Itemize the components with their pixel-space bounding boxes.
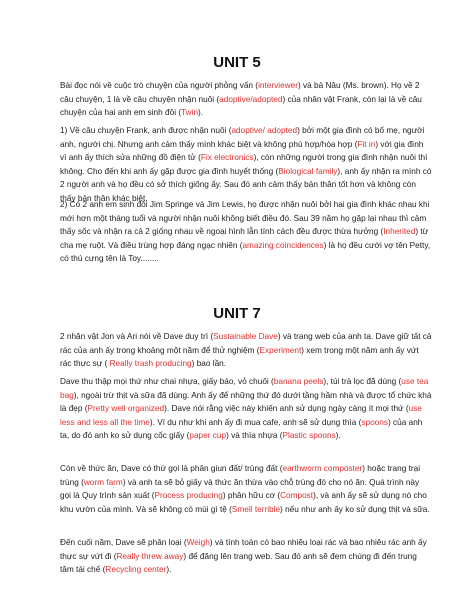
text-run: ), còn những người trong gia đình nhận nuôi thì không. Cho đến khi anh ấy gặp được gia đình huyết thống (: [60, 153, 428, 176]
vocab-highlight: earthworm composter: [282, 464, 363, 473]
unit-7-paragraph-2: [60, 375, 432, 443]
unit-5-title: UNIT 5: [213, 54, 261, 71]
text-run: 1) Về câu chuyện Frank, anh được nhận nuôi (: [60, 126, 232, 135]
vocab-highlight: Really threw away: [116, 551, 184, 561]
vocab-highlight: worm farm: [83, 477, 123, 487]
text-run: ) để đăng lên trang web. Sau đó anh sẽ đem chúng đi đến trung tâm tái chế (: [60, 551, 417, 574]
vocab-highlight: Biological family: [278, 166, 338, 176]
text-run: ) và bà Nâu (Ms. brown). Họ về 2 câu chuyện, 1 là về câu chuyện nhận nuôi (: [60, 81, 420, 104]
text-run: ). Ví dụ như khi anh ấy đi mua cafe, anh sẽ sử dụng thìa (: [149, 417, 362, 427]
vocab-highlight: interviewer: [258, 81, 298, 90]
text-run: ) xem trong một năm anh ấy vứt rác thực sự (: [60, 345, 419, 368]
text-run: ) từ cha mẹ ruột. Và điều trùng hợp đáng ngạc nhiên (: [60, 227, 429, 250]
text-run: ), anh ấy nhận ra mình có 2 người anh và họ đều có sở thích giống ấy. Sau đó anh cảm thấy bản thân tốt hơn và không còn thấy bản thân khác biệt.: [60, 166, 432, 203]
vocab-highlight: Smell terrible: [231, 504, 281, 514]
unit-7-paragraph-3: [60, 462, 432, 516]
text-run: 2 nhân vật Jon và Ari nói về Dave duy trì (: [60, 332, 214, 341]
text-run: ), ngoài trừ thịt và sữa đã dùng. Anh ấy để những thứ đó dưới tầng hầm nhà và được tổ chức khá là đẹp (: [60, 390, 432, 413]
unit-7-paragraph-1: [60, 330, 432, 371]
vocab-highlight: Really trash producing: [109, 359, 192, 368]
vocab-highlight: Process producing: [154, 491, 223, 500]
text-run: ) của nhân vật Frank, còn lại là về câu chuyện của hai anh em sinh đôi (: [60, 94, 422, 117]
vocab-highlight: Recycling center: [105, 565, 167, 574]
text-run: 2) Có 2 anh em sinh đôi Jim Springe và Jim Lewis, họ được nhận nuôi bởi hai gia đình khác nhau khi mới hơn một tháng tuổi và người nhận nuôi không biết điều đó. Sau 39 năm họ gặp lại nhau thì cảm thấy sốc và nhận ra cả 2 giống nhau về ngoại hình lẫn tính cách đều được thừa hưởng (: [60, 200, 430, 236]
vocab-highlight: Fix electronics: [200, 153, 254, 162]
vocab-highlight: adoptive/adopted: [219, 94, 283, 104]
text-run: ) và thìa nhựa (: [226, 431, 283, 440]
vocab-highlight: Plastic spoons: [282, 431, 336, 440]
vocab-highlight: Twin: [181, 108, 199, 117]
vocab-highlight: spoons: [361, 417, 388, 427]
unit-5-paragraph-2: [60, 124, 432, 205]
text-run: ). Dave nói rằng việc này khiến anh sử dụng ngày càng ít mọi thứ (: [164, 404, 409, 413]
unit-5-paragraph-1: [60, 79, 432, 120]
unit-5-paragraph-3: [60, 198, 432, 266]
vocab-highlight: banana peels: [273, 377, 324, 386]
vocab-highlight: Inherited: [383, 227, 416, 236]
text-run: ) và trang web của anh ta. Dave giữ tất cả rác của anh ấy trong khoảng một năm để thử nghiệm (: [60, 332, 432, 355]
text-run: ) bởi một gia đình có bố mẹ, người anh, người chị. Nhưng anh cảm thấy mình khác biệt và không phù hợp/hòa hợp (: [60, 126, 425, 149]
vocab-highlight: Experiment: [259, 345, 302, 355]
vocab-highlight: use tea bag: [60, 377, 429, 400]
unit-7-paragraph-4: [60, 536, 432, 577]
text-run: ).: [198, 108, 204, 117]
text-run: ) và anh ta sẽ bỏ giấy và thức ăn thừa vào chỗ trùng đó cho nó ăn. Quá trình này gọi là Quy trình sản xuất (: [60, 477, 420, 500]
text-run: Còn về thức ăn, Dave có thứ gọi là phân giun đất/ trùng đất (: [60, 464, 283, 473]
text-run: ).: [335, 431, 341, 440]
vocab-highlight: Sustainable Dave: [213, 332, 278, 341]
vocab-highlight: Weigh: [186, 538, 210, 547]
text-run: ) là họ đều cưới vợ tên Petty, có thú cưng tên là Toy........: [60, 240, 431, 263]
text-run: Bài đọc nói về cuộc trò chuyện của người phỏng vấn (: [60, 81, 259, 90]
text-run: ) nếu như anh ấy ko sử dụng thịt và sữa.: [280, 504, 430, 514]
text-run: ), túi trà lọc đã dùng (: [323, 377, 402, 386]
vocab-highlight: Pretty well organized: [87, 404, 165, 413]
text-run: ) của anh ta, do đó anh ko sử dụng cốc giấy (: [60, 417, 423, 440]
vocab-highlight: amazing coincidences: [242, 240, 324, 250]
text-run: Đến cuối năm, Dave sẽ phân loại (: [60, 538, 187, 547]
vocab-highlight: use less and less all the time: [60, 404, 422, 427]
text-run: Dave thu thập mọi thứ như chai nhựa, giấy báo, vỏ chuối (: [60, 377, 274, 386]
vocab-highlight: Compost: [280, 491, 314, 500]
text-run: ) hoặc trang trại trùng (: [60, 464, 421, 487]
vocab-highlight: adoptive/ adopted: [231, 126, 298, 135]
text-run: ) và tính toán có bao nhiêu loại rác và bao nhiêu rác anh ấy thực sự vứt đi (: [60, 538, 427, 561]
vocab-highlight: Fit in: [357, 139, 376, 149]
text-run: ) với gia đình vì anh ấy thích sửa những đồ điện tử (: [60, 139, 424, 162]
text-run: ).: [166, 565, 172, 574]
text-run: ), và anh ấy sẽ sử dụng nó cho khu vườn của mình. Và sẽ không có mùi gì tệ (: [60, 491, 427, 514]
text-run: ) phân hữu cơ (: [222, 491, 281, 500]
text-run: ) bao lần.: [191, 359, 227, 368]
unit-7-title: UNIT 7: [213, 305, 261, 322]
vocab-highlight: paper cup: [189, 431, 227, 440]
